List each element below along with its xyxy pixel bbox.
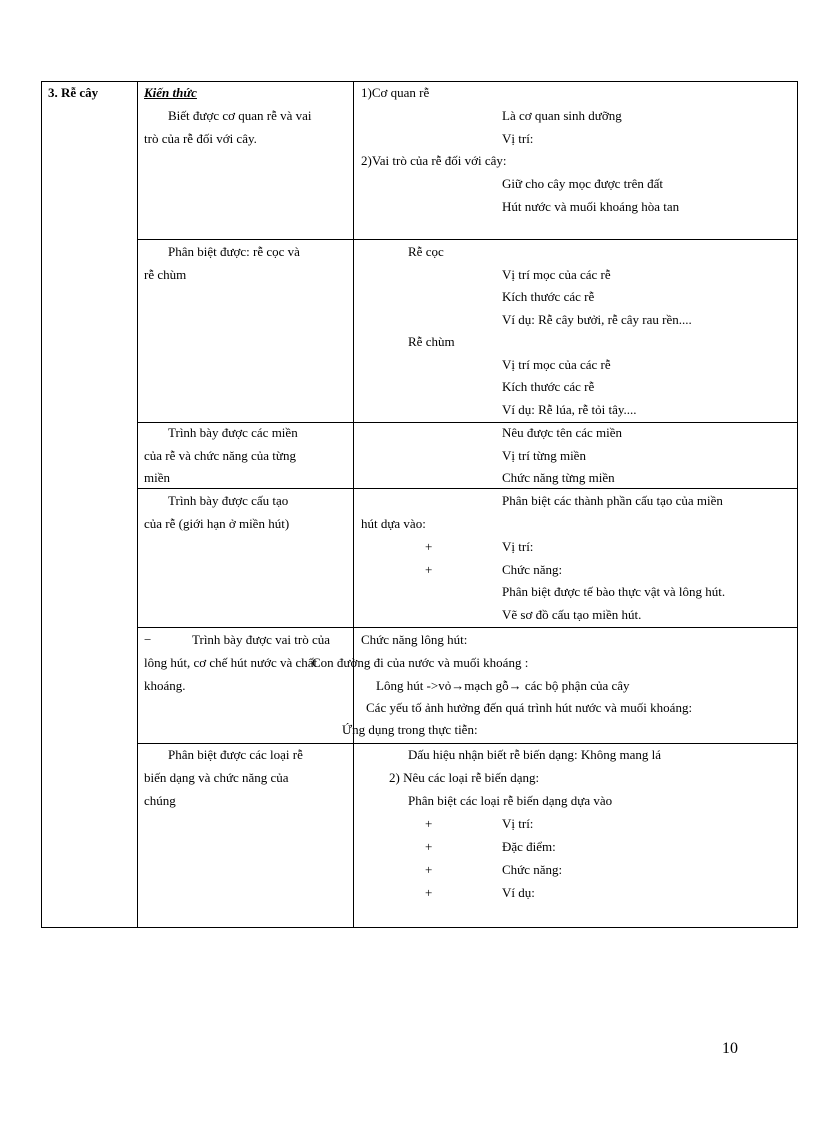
row1-right-line5: Giữ cho cây mọc được trên đất (502, 176, 664, 191)
row6-right-line4: Vị trí: (502, 816, 534, 831)
row6-right-line5: Đặc điểm: (502, 839, 556, 854)
row4-left-line1: Trình bày được cấu tạo (168, 493, 289, 508)
row5-left-line1: Trình bày được vai trò của (192, 632, 330, 647)
row3-right-line1: Nêu được tên các miền (502, 425, 623, 440)
row1-left-line2: trò của rễ đối với cây. (144, 131, 257, 146)
row5-left-cell (138, 630, 352, 742)
row-divider-3 (137, 488, 798, 489)
row4-left-line2: của rễ (giới hạn ở miền hút) (144, 516, 290, 531)
row1-left-line1: Biết được cơ quan rễ và vai (168, 108, 312, 123)
topic-cell: 3. Rễ cây (48, 85, 99, 100)
row2-right-line3: Kích thước các rễ (502, 289, 595, 304)
table-col-divider-2 (353, 81, 354, 928)
table-right-border (797, 81, 798, 928)
row5-right-cell (312, 650, 796, 742)
row5-left-line3: khoáng. (144, 678, 186, 693)
page-number: 10 (722, 1040, 738, 1057)
row3-right-line2: Vị trí từng miền (502, 448, 586, 463)
row-divider-4 (137, 627, 798, 628)
row3-right-line3: Chức năng từng miền (502, 470, 615, 485)
table-col-divider-1 (137, 81, 138, 928)
row4-right-line5: Phân biệt được tế bào thực vật và lông hút. (502, 584, 726, 599)
row-divider-5 (137, 743, 798, 744)
row6-left-line2: biến dạng và chức năng của (144, 770, 289, 785)
row6-left-line1: Phân biệt được các loại rễ (168, 747, 303, 762)
table-top-border (41, 81, 798, 82)
row2-right-line5: Rễ chùm (408, 334, 455, 349)
row2-right-line4: Ví dụ: Rễ cây bưởi, rễ cây rau rền.... (502, 312, 692, 327)
row1-right-line2: Là cơ quan sinh dưỡng (502, 108, 622, 123)
row6-right-line1: Dấu hiệu nhận biết rễ biến dạng: Không mang lá (408, 747, 662, 762)
table-left-border (41, 81, 42, 928)
row4-right-line1: Phân biệt các thành phần cấu tạo của miền (502, 493, 723, 508)
row-divider-2 (137, 422, 798, 423)
row6-left-line3: chúng (144, 793, 176, 808)
knowledge-heading: Kiến thức (144, 85, 197, 100)
row2-right-line1: Rễ cọc (408, 244, 444, 259)
row2-right-line7: Kích thước các rễ (502, 379, 595, 394)
row6-right-line3: Phân biệt các loại rễ biến dạng dựa vào (408, 793, 613, 808)
row3-left-line3: miền (144, 470, 170, 485)
row5-right-line5: Ứng dụng trong thực tiễn: (342, 722, 478, 737)
row4-right-line4: Chức năng: (502, 562, 563, 577)
row2-left-line1: Phân biệt được: rễ cọc và (168, 244, 300, 259)
row5-dash: − (144, 632, 152, 647)
row2-left-line2: rễ chùm (144, 267, 187, 282)
row6-bullet-1: + (425, 816, 433, 831)
row5-right-line1: Chức năng lông hút: (361, 632, 468, 647)
row1-right-line6: Hút nước và muối khoáng hòa tan (502, 199, 680, 214)
row6-bullet-3: + (425, 862, 433, 877)
row1-right-line3: Vị trí: (502, 131, 534, 146)
row6-right-line2: 2) Nêu các loại rễ biến dạng: (389, 770, 540, 785)
row4-right-line6: Vẽ sơ đồ cấu tạo miền hút. (502, 607, 642, 622)
row1-right-line1: 1)Cơ quan rễ (361, 85, 430, 100)
row4-right-line2: hút dựa vào: (361, 516, 426, 531)
table-bottom-border (41, 927, 798, 928)
row3-left-line2: của rễ và chức năng của từng (144, 448, 296, 463)
row3-left-line1: Trình bày được các miền (168, 425, 298, 440)
row1-right-line4: 2)Vai trò của rễ đối với cây: (361, 153, 507, 168)
row-divider-1 (137, 239, 798, 240)
row6-bullet-4: + (425, 885, 433, 900)
row2-right-line8: Ví dụ: Rễ lúa, rễ tỏi tây.... (502, 402, 637, 417)
row5-right-line3: Lông hút ->vỏ→mạch gỗ→ các bộ phận của cây (376, 678, 630, 693)
row4-right-line3: Vị trí: (502, 539, 534, 554)
row2-right-line6: Vị trí mọc của các rễ (502, 357, 611, 372)
row5-right-line2: Con đường đi của nước và muối khoáng : (312, 655, 529, 670)
row2-right-line2: Vị trí mọc của các rễ (502, 267, 611, 282)
row6-right-line7: Ví dụ: (502, 885, 535, 900)
row5-left-line2: lông hút, cơ chế hút nước và chất (144, 655, 318, 670)
row4-bullet-2: + (425, 562, 433, 577)
row5-right-line4: Các yếu tố ảnh hưởng đến quá trình hút nước và muối khoáng: (366, 700, 693, 715)
row6-right-line6: Chức năng: (502, 862, 563, 877)
row4-bullet-1: + (425, 539, 433, 554)
row6-bullet-2: + (425, 839, 433, 854)
